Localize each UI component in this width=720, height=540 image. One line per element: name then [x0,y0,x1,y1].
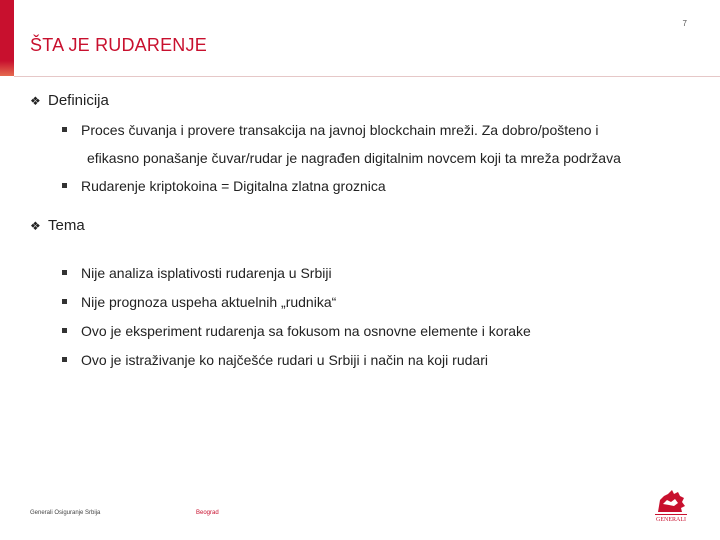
square-bullet-icon [62,270,67,275]
list-item [62,288,702,316]
list-item-text: Nije prognoza uspeha aktuelnih „rudnika“ [81,294,337,310]
list-item [62,317,702,345]
list-item [62,172,702,200]
accent-bar [0,0,14,76]
list-item-text: Rudarenje kriptokoina = Digitalna zlatna groznica [81,178,386,194]
slide-title: ŠTA JE RUDARENJE [30,35,207,55]
square-bullet-icon [62,357,67,362]
diamond-bullet-icon: ❖ [30,219,41,233]
section-heading-label: Definicija [48,92,109,109]
footer-location: Beograd [196,510,219,516]
logo-text: GENERALI [656,517,686,522]
page-number: 7 [682,19,687,28]
square-bullet-icon [62,328,67,333]
square-bullet-icon [62,127,67,132]
section-heading-label: Tema [48,217,85,234]
section-heading-tema [30,217,85,234]
list-item [62,259,702,287]
square-bullet-icon [62,299,67,304]
footer-company: Generali Osiguranje Srbija [30,510,101,516]
section-heading-definicija [30,92,109,109]
lion-icon [652,486,690,522]
generali-lion-logo [652,486,690,522]
list-item-text: Nije analiza isplativosti rudarenja u Srbiji [81,265,332,281]
title-divider [14,76,720,77]
list-item [62,346,702,374]
square-bullet-icon [62,183,67,188]
diamond-bullet-icon: ❖ [30,94,41,108]
list-item-text: Ovo je istraživanje ko najčešće rudari u Srbiji i način na koji rudari [81,352,488,368]
list-item-text: Ovo je eksperiment rudarenja sa fokusom na osnovne elemente i korake [81,323,531,339]
list-item [62,116,702,172]
list-item-text-continuation: efikasno ponašanje čuvar/rudar je nagrađen digitalnim novcem koji ta mreža podržava [87,150,621,166]
list-item-text: Proces čuvanja i provere transakcija na javnoj blockchain mreži. Za dobro/pošteno i [81,122,599,138]
